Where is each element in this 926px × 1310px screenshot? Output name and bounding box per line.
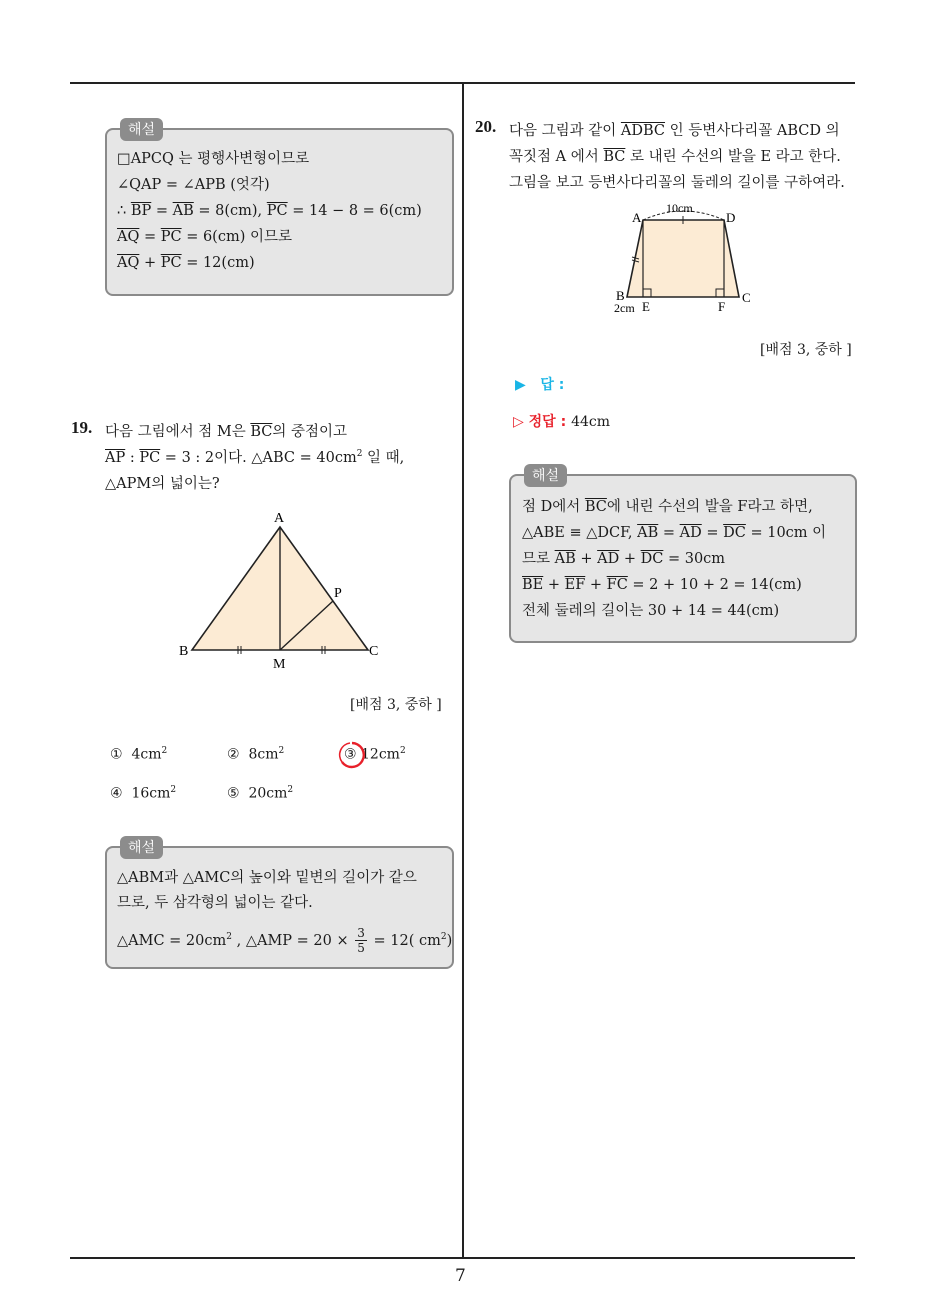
q19-text-1: 다음 그림에서 점 M은 $\overline{BC}$의 중점이고 [105, 424, 348, 440]
q19-option-3[interactable]: ③ $12cm^2$ [344, 746, 406, 763]
q19-text-3: △APM의 넓이는? [105, 476, 220, 492]
q20-trapezoid-figure [610, 200, 760, 318]
q18-line-2: ∠QAP = ∠APB (엇각) [117, 177, 270, 193]
answer-row[interactable] [515, 374, 564, 394]
page-number: 7 [455, 1266, 466, 1286]
label-c: C [369, 644, 379, 659]
label-a: A [632, 210, 642, 225]
label-d: D [726, 210, 736, 225]
q19-number: 19. [71, 418, 93, 437]
q18-line-3: ∴ $\overline{BP} = \overline{AB} = 8(cm)$, $\overline{PC} = 14 - 8 = 6(cm)$ [117, 203, 422, 219]
play-icon: ▶ [515, 377, 526, 393]
q20-text-1: 다음 그림과 같이 ADBC 인 등변사다리꼴 ABCD 의 [509, 123, 840, 139]
label-f: F [718, 299, 726, 314]
q20-text-2: 꼭짓점 A 에서 $\overline{BC}$ 로 내린 수선의 발을 E 라고 한다. [509, 149, 841, 165]
trapezoid-abcd [627, 220, 739, 297]
q20-score: [배점 3, 중하 ] [760, 342, 852, 358]
q19-solution-tag: 해설 [120, 836, 163, 859]
label-bottom-length: 2cm [614, 301, 635, 315]
label-b: B [616, 288, 625, 303]
outline-play-icon: ▷ [513, 414, 524, 430]
label-e: E [642, 299, 650, 314]
label-top-length: 10cm [666, 201, 693, 215]
q18-solution-tag: 해설 [120, 118, 163, 141]
q18-line-1: □APCQ 는 평행사변형이므로 [117, 151, 310, 167]
q20-solution-tag: 해설 [524, 464, 567, 487]
q18-line-5: $\overline{AQ} + \overline{PC} = 12(cm)$ [117, 255, 255, 271]
answer-label: 답 : [540, 377, 565, 393]
q20-solution-line-3: 므로 $\overline{AB} + \overline{AD} + \overline{DC} = 30cm$ [522, 551, 726, 567]
q19-option-2[interactable]: ② $8cm^2$ [227, 746, 285, 763]
column-divider [462, 82, 464, 1259]
q18-line-4: $\overline{AQ} = \overline{PC} = 6(cm)$ 이므로 [117, 229, 293, 245]
q20-solution-line-2: △ABE ≡ △DCF, $\overline{AB} = \overline{AD} = \overline{DC} = 10cm$ 이 [522, 525, 827, 541]
q19-option-5[interactable]: ⑤ $20cm^2$ [227, 785, 294, 802]
q19-option-1[interactable]: ① $4cm^2$ [110, 746, 168, 763]
q19-solution-line-1: △ABM과 △AMC의 높이와 밑변의 길이가 같으 [117, 870, 417, 886]
correct-value: 44cm [571, 414, 610, 430]
q20-text-3: 그림을 보고 등변사다리꼴의 둘레의 길이를 구하여라. [509, 175, 845, 191]
label-m: M [273, 657, 286, 672]
correct-answer-row [513, 411, 610, 431]
correct-label: 정답 : [528, 414, 567, 430]
q20-solution-line-5: 전체 둘레의 길이는 30 + 14 = 44(cm) [522, 603, 780, 619]
q20-solution-line-1: 점 D에서 $\overline{BC}$에 내린 수선의 발을 F라고 하면, [522, 499, 813, 515]
label-b: B [179, 644, 189, 659]
label-p: P [334, 586, 342, 601]
label-a: A [274, 511, 285, 526]
q20-solution-line-4: $\overline{BE} + \overline{EF} + \overline{FC} = 2 + 10 + 2 = 14(cm)$ [522, 577, 802, 593]
q20-number: 20. [475, 117, 497, 136]
q19-solution-line-2: 므로, 두 삼각형의 넓이는 같다. [117, 895, 313, 911]
fraction-3-5: $\frac{3}{5}$ [357, 926, 365, 956]
q19-text-2: $\overline{AP}$ : $\overline{PC} = 3$ : 2이다. △ABC = $40cm^2$ 일 때, [105, 449, 405, 466]
bottom-rule [70, 1257, 855, 1259]
q19-triangle-figure [170, 505, 390, 675]
q19-option-4[interactable]: ④ $16cm^2$ [110, 785, 177, 802]
q19-score: [배점 3, 중하 ] [350, 697, 442, 713]
selected-option-circle-icon [337, 740, 367, 770]
label-c: C [742, 290, 751, 305]
q19-solution-line-3: △AMC = $20cm^2$ , △AMP = 20 × $\frac{3}{5}$ = 12( $cm^2$) [117, 926, 453, 956]
